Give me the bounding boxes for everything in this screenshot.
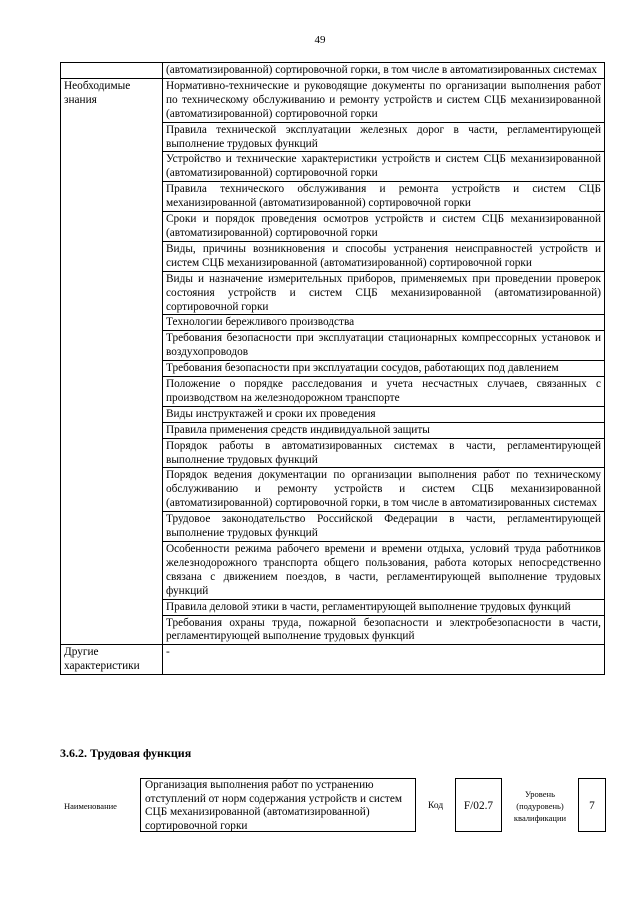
knowledge-item: Положение о порядке расследования и учета несчастных случаев, связанных с производством на железнодорожном транспорте <box>163 377 605 407</box>
continuation-row <box>61 63 605 79</box>
knowledge-table <box>60 62 605 675</box>
knowledge-item: Требования безопасности при эксплуатации сосудов, работающих под давлением <box>163 361 605 377</box>
knowledge-item: Правила технической эксплуатации железных дорог в части, регламентирующей выполнение трудовых функций <box>163 122 605 152</box>
knowledge-item: Нормативно-технические и руководящие документы по организации выполнения работ по техническому обслуживанию и ремонту устройств и систем СЦБ механизированной (автоматизированной) сортировочной горки <box>163 78 605 122</box>
knowledge-item: Правила применения средств индивидуальной защиты <box>163 422 605 438</box>
knowledge-item: Виды и назначение измерительных приборов, применяемых при проведении проверок состояния устройств и систем СЦБ механизированной (автоматизированной) сортировочной горки <box>163 271 605 315</box>
section-heading: 3.6.2. Трудовая функция <box>60 746 192 760</box>
knowledge-item: Порядок работы в автоматизированных системах в части, регламентирующей выполнение трудовых функций <box>163 438 605 468</box>
knowledge-item: Устройство и технические характеристики устройств и систем СЦБ механизированной (автоматизированной) сортировочной горки <box>163 152 605 182</box>
knowledge-item: Виды, причины возникновения и способы устранения неисправностей устройств и систем СЦБ механизированной (автоматизированной) сортировочной горки <box>163 241 605 271</box>
knowledge-item: Трудовое законодательство Российской Федерации в части, регламентирующей выполнение трудовых функций <box>163 512 605 542</box>
continuation-cell: (автоматизированной) сортировочной горки, в том числе в автоматизированных системах <box>163 63 605 79</box>
qualification-level-label: Уровень (подуровень) квалификации <box>513 789 567 823</box>
knowledge-item: Технологии бережливого производства <box>163 315 605 331</box>
other-label: Другие характеристики <box>61 645 163 675</box>
knowledge-item: Особенности режима рабочего времени и времени отдыха, условий труда работников железнодорожного транспорта общего пользования, работа которых непосредственно связана с движением поездов, в части, регламентирующей выполнение трудовых функций <box>163 542 605 600</box>
qualification-level-value: 7 <box>578 778 606 832</box>
knowledge-row <box>61 78 605 122</box>
knowledge-item: Порядок ведения документации по организации выполнения работ по техническому обслуживанию и ремонту устройств и систем СЦБ механизированной (автоматизированной) сортировочной горки, в том числе в автоматизированных системах <box>163 468 605 512</box>
other-row <box>61 645 605 675</box>
knowledge-item: Сроки и порядок проведения осмотров устройств и систем СЦБ механизированной (автоматизированной) сортировочной горки <box>163 212 605 242</box>
function-code-value: F/02.7 <box>455 778 502 832</box>
function-name-label: Наименование <box>64 801 117 811</box>
other-value: - <box>163 645 605 675</box>
knowledge-item: Требования охраны труда, пожарной безопасности и электробезопасности в части, регламентирующей выполнение трудовых функций <box>163 615 605 645</box>
page-number: 49 <box>314 34 326 46</box>
empty-label-cell <box>61 63 163 79</box>
function-code-label: Код <box>428 801 444 811</box>
knowledge-item: Виды инструктажей и сроки их проведения <box>163 406 605 422</box>
function-name-value: Организация выполнения работ по устранению отступлений от норм содержания устройств и систем СЦБ механизированной (автоматизированной) сортировочной горки <box>140 778 416 832</box>
knowledge-item: Правила технического обслуживания и ремонта устройств и систем СЦБ механизированной (автоматизированной) сортировочной горки <box>163 182 605 212</box>
knowledge-item: Требования безопасности при эксплуатации стационарных компрессорных установок и воздухопроводов <box>163 331 605 361</box>
knowledge-label: Необходимые знания <box>61 78 163 644</box>
knowledge-item: Правила деловой этики в части, регламентирующей выполнение трудовых функций <box>163 599 605 615</box>
